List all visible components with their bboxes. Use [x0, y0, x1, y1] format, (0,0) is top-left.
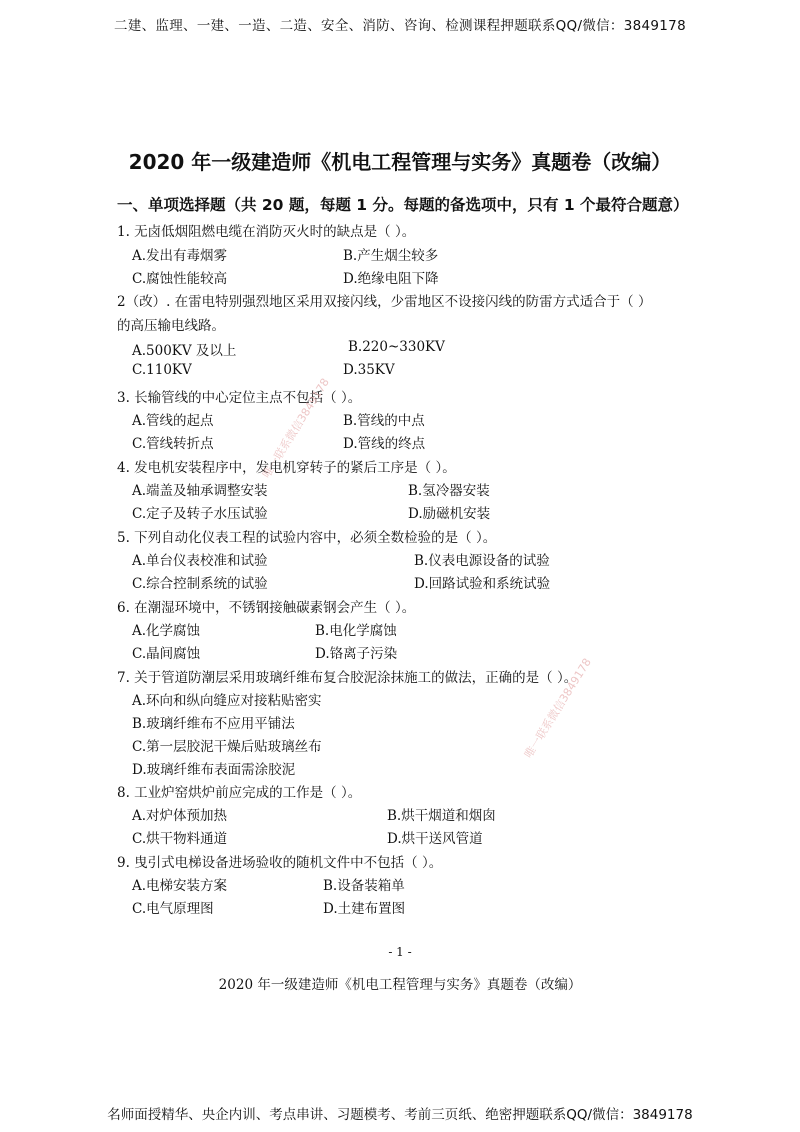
- q8-option-c: C.烘干物料通道: [132, 831, 228, 847]
- q2-option-d: D.35KV: [343, 362, 395, 378]
- q4-option-c: C.定子及转子水压试验: [132, 506, 268, 522]
- q3-option-c: C.管线转折点: [132, 436, 214, 452]
- q9-option-c: C.电气原理图: [132, 901, 214, 917]
- q9-option-d: D.土建布置图: [323, 901, 406, 917]
- question-8: 8. 工业炉窑烘炉前应完成的工作是（ ）。: [117, 785, 362, 801]
- q2-option-b: B.220~330KV: [348, 339, 445, 355]
- q5-option-a: A.单台仪表校准和试验: [132, 553, 268, 569]
- page-title: 2020 年一级建造师《机电工程管理与实务》真题卷（改编）: [128, 150, 672, 174]
- q7-option-b: B.玻璃纤维布不应用平铺法: [132, 716, 295, 732]
- question-7: 7. 关于管道防潮层采用玻璃纤维布复合胶泥涂抹施工的做法，正确的是（ ）。: [117, 670, 578, 686]
- q9-option-a: A.电梯安装方案: [132, 878, 228, 894]
- q9-option-b: B.设备装箱单: [323, 878, 405, 894]
- q1-option-c: C.腐蚀性能较高: [132, 271, 228, 287]
- q4-option-b: B.氢冷器安装: [408, 483, 490, 499]
- question-4: 4. 发电机安装程序中，发电机穿转子的紧后工序是（ ）。: [117, 460, 456, 476]
- watermark-1: 唯一联系微信3849178: [259, 376, 332, 481]
- q4-option-a: A.端盖及轴承调整安装: [132, 483, 268, 499]
- q4-option-d: D.励磁机安装: [408, 506, 491, 522]
- q8-option-a: A.对炉体预加热: [132, 808, 228, 824]
- footer-contact-line: 名师面授精华、央企内训、考点串讲、习题模考、考前三页纸、绝密押题联系QQ/微信：3849178: [107, 1107, 693, 1123]
- watermark-2: 唯一联系微信3849178: [521, 656, 594, 761]
- q1-option-a: A.发出有毒烟雾: [132, 248, 228, 264]
- q2-option-c: C.110KV: [132, 362, 192, 378]
- question-9: 9. 曳引式电梯设备进场验收的随机文件中不包括（ ）。: [117, 855, 443, 871]
- page-number: - 1 -: [388, 945, 412, 959]
- q1-option-d: D.绝缘电阻下降: [343, 271, 439, 287]
- q8-option-d: D.烘干送风管道: [387, 831, 483, 847]
- q1-option-b: B.产生烟尘较多: [343, 248, 439, 264]
- q8-option-b: B.烘干烟道和烟囱: [387, 808, 496, 824]
- next-page-title: 2020 年一级建造师《机电工程管理与实务》真题卷（改编）: [218, 977, 582, 993]
- q7-option-c: C.第一层胶泥干燥后贴玻璃丝布: [132, 739, 322, 755]
- question-2-continued: 的高压输电线路。: [117, 318, 225, 334]
- q3-option-b: B.管线的中点: [343, 413, 425, 429]
- q3-option-d: D.管线的终点: [343, 436, 426, 452]
- header-contact-line: 二建、监理、一建、一造、二造、安全、消防、咨询、检测课程押题联系QQ/微信：3849178: [114, 18, 686, 34]
- q6-option-d: D.铬离子污染: [315, 646, 398, 662]
- q7-option-d: D.玻璃纤维布表面需涂胶泥: [132, 762, 296, 778]
- q5-option-d: D.回路试验和系统试验: [414, 576, 551, 592]
- q6-option-a: A.化学腐蚀: [132, 623, 201, 639]
- question-3: 3. 长输管线的中心定位主点不包括（ ）。: [117, 390, 362, 406]
- q6-option-c: C.晶间腐蚀: [132, 646, 201, 662]
- q5-option-c: C.综合控制系统的试验: [132, 576, 268, 592]
- question-2: 2（改）. 在雷电特别强烈地区采用双接闪线，少雷地区不设接闪线的防雷方式适合于（ ）: [117, 294, 652, 310]
- question-1: 1. 无卤低烟阻燃电缆在消防灭火时的缺点是（ ）。: [117, 224, 416, 240]
- q2-option-a: A.500KV 及以上: [132, 343, 237, 359]
- question-5: 5. 下列自动化仪表工程的试验内容中，必须全数检验的是（ ）。: [117, 530, 497, 546]
- q7-option-a: A.环向和纵向缝应对接粘贴密实: [132, 693, 322, 709]
- q3-option-a: A.管线的起点: [132, 413, 214, 429]
- q6-option-b: B.电化学腐蚀: [315, 623, 397, 639]
- q5-option-b: B.仪表电源设备的试验: [414, 553, 550, 569]
- section-heading: 一、单项选择题（共 20 题，每题 1 分。每题的备选项中，只有 1 个最符合题意）: [117, 196, 689, 214]
- question-6: 6. 在潮湿环境中，不锈钢接触碳素钢会产生（ ）。: [117, 600, 416, 616]
